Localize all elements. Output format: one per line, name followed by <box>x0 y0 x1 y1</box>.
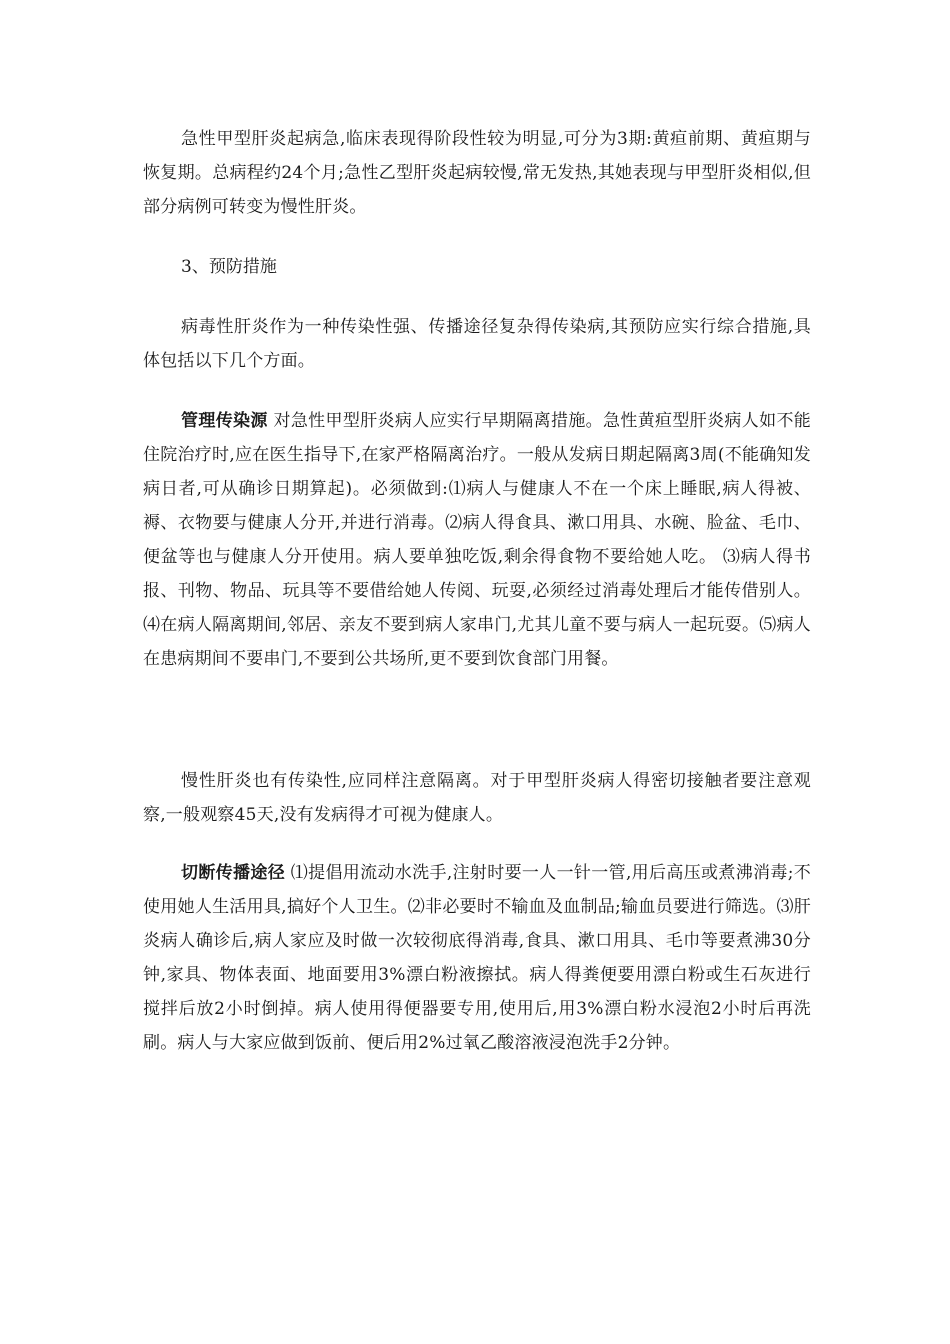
paragraph-chronic-hepatitis: 慢性肝炎也有传染性,应同样注意隔离。对于甲型肝炎病人得密切接触者要注意观察,一般观察45天,没有发病得才可视为健康人。 <box>143 771 811 825</box>
paragraph-clinical-course: 急性甲型肝炎起病急,临床表现得阶段性较为明显,可分为3期:黄疸前期、黄疸期与恢复期。总病程约24个月;急性乙型肝炎起病较慢,常无发热,其她表现与甲型肝炎相似,但部分病例可转变为慢性肝炎。 <box>143 129 811 217</box>
paragraph-cut-transmission-route <box>143 856 811 1060</box>
lead-cut-transmission-route: 切断传播途径 <box>181 863 286 883</box>
text-cut-transmission-route: ⑴提倡用流动水洗手,注射时要一人一针一管,用后高压或煮沸消毒;不使用她人生活用具,搞好个人卫生。⑵非必要时不输血及血制品;输血员要进行筛选。⑶肝炎病人确诊后,病人家应及时做一次较彻底得消毒,食具、漱口用具、毛巾等要煮沸30分钟,家具、物体表面、地面要用3%漂白粉液擦拭。病人得粪便要用漂白粉或生石灰进行搅拌后放2小时倒掉。病人使用得便器要专用,使用后,用3%漂白粉水浸泡2小时后再洗刷。病人与大家应做到饭前、便后用2%过氧乙酸溶液浸泡洗手2分钟。 <box>143 863 811 1053</box>
section-heading-prevention: 3、预防措施 <box>181 257 277 277</box>
lead-manage-infection-source: 管理传染源 <box>181 411 268 431</box>
paragraph-prevention-intro: 病毒性肝炎作为一种传染性强、传播途径复杂得传染病,其预防应实行综合措施,具体包括以下几个方面。 <box>143 317 811 371</box>
paragraph-manage-infection-source <box>143 404 811 676</box>
text-manage-infection-source: 对急性甲型肝炎病人应实行早期隔离措施。急性黄疸型肝炎病人如不能住院治疗时,应在医生指导下,在家严格隔离治疗。一般从发病日期起隔离3周(不能确知发病日者,可从确诊日期算起)。必须做到:⑴病人与健康人不在一个床上睡眠,病人得被、褥、衣物要与健康人分开,并进行消毒。⑵病人得食具、漱口用具、水碗、脸盆、毛巾、便盆等也与健康人分开使用。病人要单独吃饭,剩余得食物不要给她人吃。 ⑶病人得书报、刊物、物品、玩具等不要借给她人传阅、玩耍,必须经过消毒处理后才能传借别人。⑷在病人隔离期间,邻居、亲友不要到病人家串门,尤其儿童不要与病人一起玩耍。⑸病人在患病期间不要串门,不要到公共场所,更不要到饮食部门用餐。 <box>143 411 812 669</box>
